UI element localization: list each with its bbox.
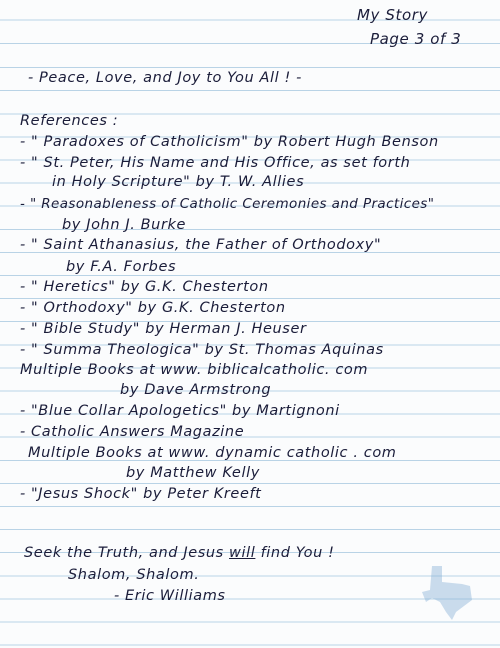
reference-line: - " Reasonableness of Catholic Ceremonies and Practices" [20,196,435,212]
reference-line: - " Paradoxes of Catholicism" by Robert Hugh Benson [20,134,439,150]
closing-line [24,545,334,561]
reference-line: - " Summa Theologica" by St. Thomas Aquinas [20,342,384,358]
greeting-line: - Peace, Love, and Joy to You All ! - [28,70,302,86]
shalom-line: Shalom, Shalom. [68,567,200,583]
reference-line: by F.A. Forbes [66,259,177,275]
reference-line: by Matthew Kelly [126,465,260,481]
closing-text-after: find You ! [255,545,335,561]
reference-line: - " St. Peter, His Name and His Office, as set forth [20,155,411,171]
reference-line: by John J. Burke [62,217,187,233]
header-title: My Story [357,6,429,24]
reference-line: - " Heretics" by G.K. Chesterton [20,279,269,295]
reference-line: - " Orthodoxy" by G.K. Chesterton [20,300,286,316]
reference-line: Multiple Books at www. dynamic catholic . com [28,445,397,461]
header-page-number: Page 3 of 3 [370,30,462,48]
reference-line: by Dave Armstrong [120,382,272,398]
references-heading: References : [20,113,119,129]
reference-line: - " Bible Study" by Herman J. Heuser [20,321,307,337]
closing-emphasis: will [229,545,256,561]
reference-line: in Holy Scripture" by T. W. Allies [52,174,305,190]
texas-shape-watermark-icon [418,562,478,622]
closing-text-before: Seek the Truth, and Jesus [24,545,230,561]
reference-line: - "Jesus Shock" by Peter Kreeft [20,486,262,502]
reference-line: - "Blue Collar Apologetics" by Martignoni [20,403,340,419]
signature: - Eric Williams [114,588,226,604]
reference-line: - Catholic Answers Magazine [20,424,245,440]
reference-line: Multiple Books at www. biblicalcatholic. com [20,362,369,378]
reference-line: - " Saint Athanasius, the Father of Orthodoxy" [20,237,382,253]
